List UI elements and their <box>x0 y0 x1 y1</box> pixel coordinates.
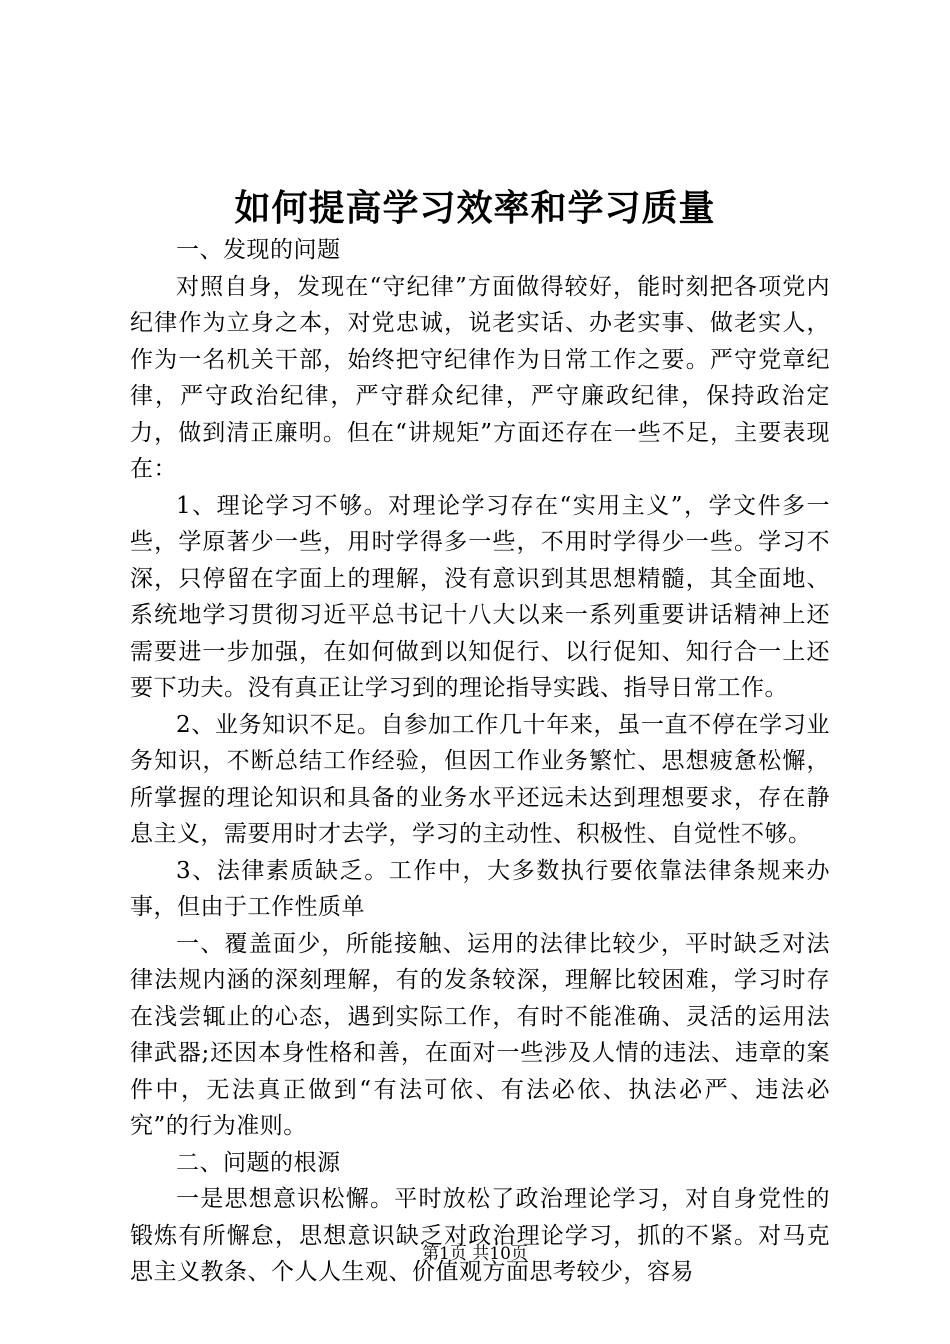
paragraph: 一、覆盖面少，所能接触、运用的法律比较少，平时缺乏对法律法规内涵的深刻理解，有的发条较深，理解比较困难，学习时存在浅尝辄止的心态，遇到实际工作，有时不能准确、灵活的运用法律武器;还因本身性格和善，在面对一些涉及人情的违法、违章的案件中，无法真正做到“有法可依、有法必依、执法必严、违法必究”的行为准则。 <box>130 930 830 1139</box>
section-heading: 一、发现的问题 <box>176 237 341 263</box>
paragraph: 3、法律素质缺乏。工作中，大多数执行要依靠法律条规来办事，但由于工作性质单 <box>130 857 830 920</box>
paragraph: 对照自身，发现在“守纪律”方面做得较好，能时刻把各项党内纪律作为立身之本，对党忠诚，说老实话、办老实事、做老实人，作为一名机关干部，始终把守纪律作为日常工作之要。严守党章纪律，严守政治纪律，严守群众纪律，严守廉政纪律，保持政治定力，做到清正廉明。但在“讲规矩”方面还存在一些不足，主要表现在： <box>130 273 830 482</box>
document-title: 如何提高学习效率和学习质量 <box>234 187 716 229</box>
document-body <box>130 232 830 1291</box>
paragraph: 一是思想意识松懈。平时放松了政治理论学习，对自身党性的锻炼有所懈怠，思想意识缺乏对政治理论学习，抓的不紧。对马克思主义教条、个人人生观、价值观方面思考较少，容易 <box>130 1186 830 1285</box>
page-footer: 第1页 共10页 <box>422 1244 528 1264</box>
paragraph: 1、理论学习不够。对理论学习存在“实用主义”，学文件多一些，学原著少一些，用时学得多一些，不用时学得少一些。学习不深，只停留在字面上的理解，没有意识到其思想精髓，其全面地、系统地学习贯彻习近平总书记十八大以来一系列重要讲话精神上还需要进一步加强，在如何做到以知促行、以行促知、知行合一上还要下功夫。没有真正让学习到的理论指导实践、指导日常工作。 <box>130 492 830 701</box>
section-heading: 二、问题的根源 <box>176 1149 341 1176</box>
paragraph: 2、业务知识不足。自参加工作几十年来，虽一直不停在学习业务知识，不断总结工作经验，但因工作业务繁忙、思想疲惫松懈，所掌握的理论知识和具备的业务水平还远未达到理想要求，存在静息主义，需要用时才去学，学习的主动性、积极性、自觉性不够。 <box>130 711 830 847</box>
